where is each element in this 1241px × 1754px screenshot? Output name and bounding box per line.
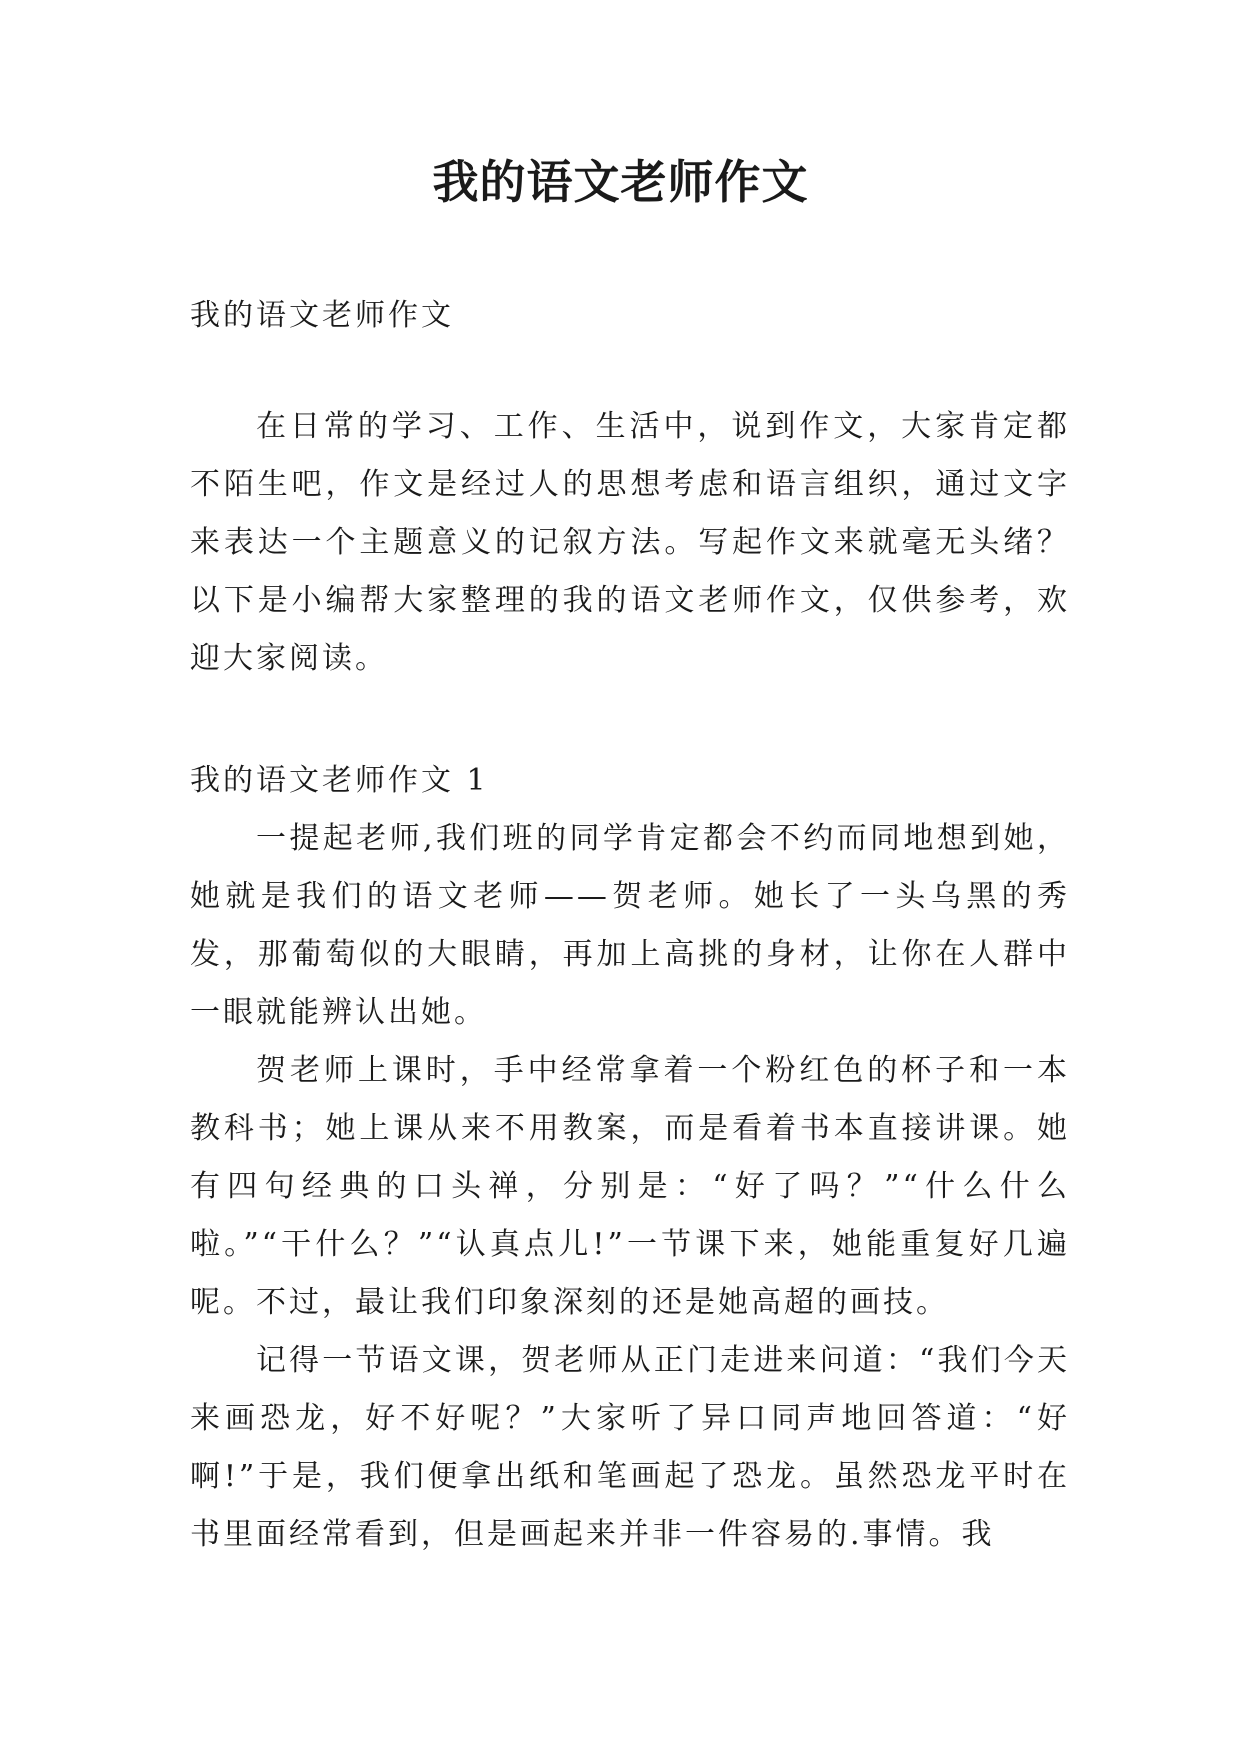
document-title: 我的语文老师作文: [432, 155, 809, 209]
section-heading: 我的语文老师作文 1: [190, 763, 489, 798]
intro-paragraph: 在日常的学习、工作、生活中，说到作文，大家肯定都不陌生吧，作文是经过人的思想考虑和语言组织，通过文字来表达一个主题意义的记叙方法。写起作文来就毫无头绪？以下是小编帮大家整理的我的语文老师作文，仅供参考，欢迎大家阅读。: [190, 409, 1070, 676]
document-subtitle: 我的语文老师作文: [190, 298, 454, 333]
intro-block: [190, 398, 1070, 688]
essay-paragraph-3: 记得一节语文课，贺老师从正门走进来问道：“我们今天来画恐龙，好不好呢？”大家听了异口同声地回答道：“好啊!”于是，我们便拿出纸和笔画起了恐龙。虽然恐龙平时在书里面经常看到，但是画起来并非一件容易的.事情。我: [190, 1343, 1070, 1552]
essay-block: [190, 752, 1070, 1564]
essay-paragraph-1: 一提起老师,我们班的同学肯定都会不约而同地想到她，她就是我们的语文老师——贺老师。她长了一头乌黑的秀发，那葡萄似的大眼睛，再加上高挑的身材，让你在人群中一眼就能辨认出她。: [190, 821, 1070, 1030]
essay-paragraph-2: 贺老师上课时，手中经常拿着一个粉红色的杯子和一本教科书；她上课从来不用教案，而是看着书本直接讲课。她有四句经典的口头禅，分别是：“好了吗？”“什么什么啦。”“干什么？”“认真点儿!”一节课下来，她能重复好几遍呢。不过，最让我们印象深刻的还是她高超的画技。: [190, 1053, 1070, 1320]
